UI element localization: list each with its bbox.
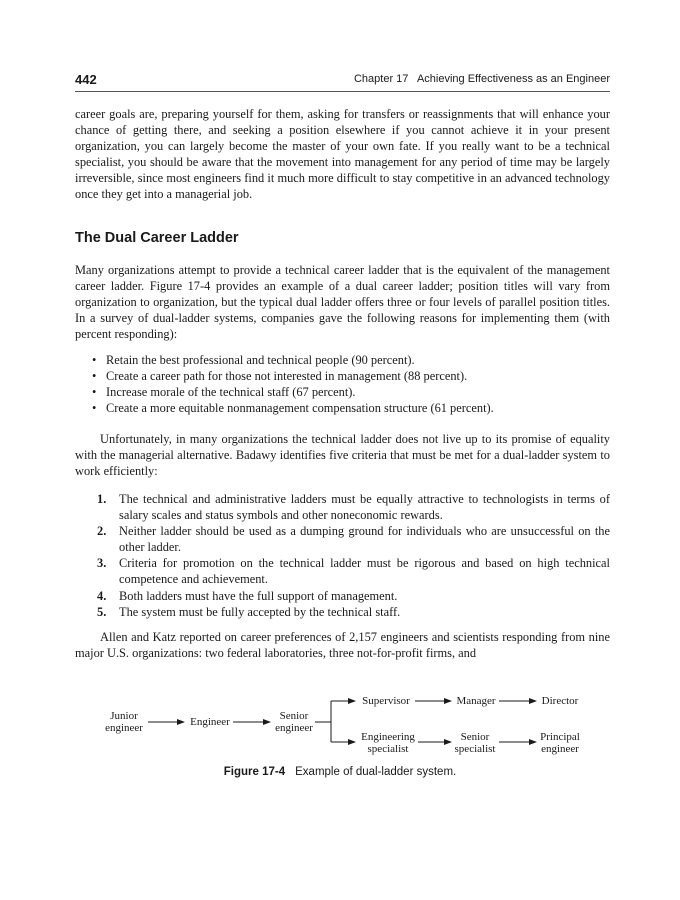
list-item: 3. Criteria for promotion on the technical ladder must be rigorous and based on high technical competence and achievement. <box>97 556 610 587</box>
node-senior-engineer: Senior engineer <box>275 710 313 734</box>
node-engineer: Engineer <box>190 716 230 728</box>
running-title: Chapter 17 Achieving Effectiveness as an Engineer <box>353 73 610 85</box>
paragraph-badawy: Unfortunately, in many organizations the technical ladder does not live up to its promise of equality with the managerial alternative. Badawy identifies five criteria that must be met for a dual-ladder system to work efficiently: <box>75 432 610 479</box>
bullet-icon: • <box>92 369 97 384</box>
list-item: 4. Both ladders must have the full support of management. <box>97 588 398 603</box>
list-item: • Retain the best professional and technical people (90 percent). <box>92 353 415 367</box>
paragraph-allen-katz: Allen and Katz reported on career preferences of 2,157 engineers and scientists responding from nine major U.S. organizations: two federal laboratories, three not-for-profit firms, and <box>75 630 610 661</box>
list-item: 2. Neither ladder should be used as a dumping ground for individuals who are unsuccessful on the other ladder. <box>97 524 610 555</box>
node-manager: Manager <box>456 695 496 707</box>
list-item: 1. The technical and administrative ladders must be equally attractive to technologists in terms of salary scales and status symbols and other noneconomic rewards. <box>97 492 610 523</box>
node-junior-engineer: Junior engineer <box>105 710 143 734</box>
list-item: • Create a career path for those not interested in management (88 percent). <box>92 369 468 384</box>
figure-caption <box>0 766 680 778</box>
node-senior-specialist: Senior specialist <box>454 731 496 755</box>
bullet-icon: • <box>92 385 97 400</box>
node-director: Director <box>541 695 579 707</box>
node-supervisor: Supervisor <box>362 695 410 707</box>
page-number: 442 <box>75 72 97 87</box>
list-item: • Increase morale of the technical staff (67 percent). <box>92 385 356 400</box>
list-item: 5. The system must be fully accepted by the technical staff. <box>97 604 401 619</box>
paragraph-dual-ladder: Many organizations attempt to provide a technical career ladder that is the equivalent of the management career ladder. Figure 17-4 provides an example of a dual career ladder; position titles will vary from organization to organization, but the typical dual ladder offers three or four levels of parallel position titles. In a survey of dual-ladder systems, companies gave the following reasons for implementing them (with percent responding): <box>75 263 610 342</box>
node-engineering-specialist: Engineering specialist <box>361 731 415 755</box>
section-heading: The Dual Career Ladder <box>75 230 239 246</box>
bullet-icon: • <box>92 353 97 367</box>
node-principal-engineer: Principal engineer <box>540 731 580 755</box>
caption-text: Example of dual-ladder system. <box>295 766 457 778</box>
caption-label: Figure 17-4 <box>223 766 286 778</box>
list-item: • Create a more equitable nonmanagement compensation structure (61 percent). <box>92 401 494 416</box>
intro-paragraph: career goals are, preparing yourself for them, asking for transfers or reassignments that will enhance your chance of getting there, and seeking a position elsewhere if you cannot achieve it in your present organization, you can largely become the master of your own fate. If you really want to be a technical specialist, you should be aware that the movement into management for any period of time may be largely irreversible, since most engineers find it much more difficult to stay competitive in an advanced technology once they get into a managerial job. <box>75 107 610 202</box>
bullet-icon: • <box>92 401 97 416</box>
